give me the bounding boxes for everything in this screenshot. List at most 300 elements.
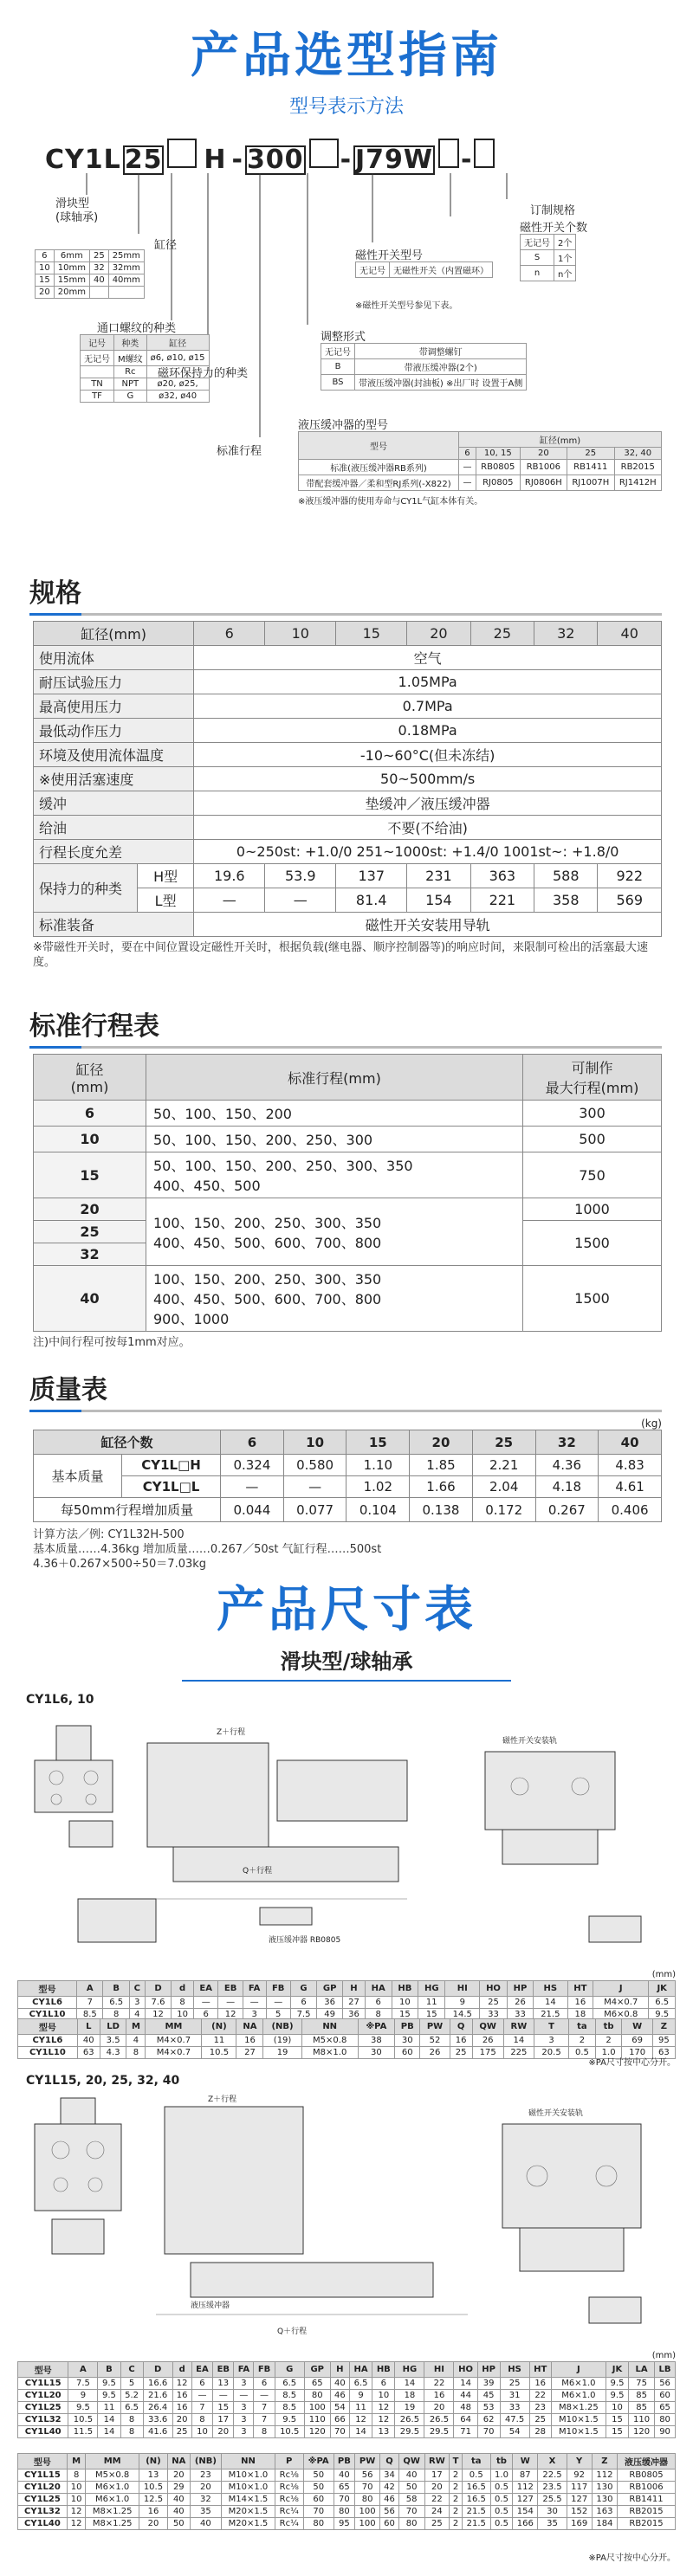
dim4-cell: 0.5: [490, 2494, 512, 2506]
dim3-cell: 8.5: [275, 2390, 304, 2402]
dim1-cell: 36: [317, 1997, 343, 2009]
spec-bore: 20: [407, 622, 470, 646]
mass-add-row: [34, 1498, 662, 1522]
dim3-cell: 9: [349, 2390, 372, 2402]
stroke-list: 50、100、150、200、250、300、350 400、450、500: [146, 1152, 523, 1198]
dim4-cell: 35: [538, 2518, 567, 2530]
dim3-cell: 10: [372, 2390, 395, 2402]
dim3-cell: 71: [454, 2426, 477, 2438]
port-cell: TF: [81, 391, 114, 403]
dim4-cell: 117: [567, 2482, 592, 2494]
mass-bore: 32: [535, 1430, 599, 1455]
spec-label: 标准装备: [34, 913, 194, 937]
count-cell: n: [521, 266, 554, 281]
dim4-header: ※PA: [303, 2454, 334, 2469]
dim1-cell: 6: [290, 1997, 316, 2009]
dim3-header: HT: [529, 2362, 551, 2378]
dim4-header: MM: [86, 2454, 139, 2469]
bore-row: [36, 274, 145, 287]
dim2-header: MM: [146, 2019, 202, 2035]
mass-val: 2.21: [472, 1455, 535, 1476]
dim4-cell: 154: [513, 2506, 538, 2518]
count-cell: 2个: [554, 235, 576, 250]
svg-text:Q＋行程: Q＋行程: [243, 1867, 273, 1876]
bore-code: 40: [89, 274, 108, 287]
dim1-cell: 49: [317, 2009, 343, 2021]
dim2-cell: 3: [534, 2035, 569, 2047]
dim2-cell: 1.0: [595, 2047, 622, 2059]
shock-row: [299, 475, 662, 491]
spec-row: [34, 719, 662, 743]
dim2-cell: 63: [77, 2047, 100, 2059]
dim1-header: HS: [534, 1981, 568, 1997]
drawing-cy1l15-40: [17, 2089, 676, 2349]
dim2-header: ※PA: [358, 2019, 394, 2035]
dim4-cell: Rc¼: [275, 2518, 303, 2530]
dim2-cell: 27: [236, 2047, 263, 2059]
dim4-cell: CY1L32: [18, 2506, 68, 2518]
dim4-header: 液压缓冲器: [618, 2454, 676, 2469]
adjust-cell: 无记号: [321, 344, 355, 359]
spec-value: -10~60°C(但未冻结): [194, 743, 662, 767]
mass-val: —: [283, 1476, 346, 1498]
dim3-cell: 12: [349, 2414, 372, 2426]
dim4-cell: 40: [190, 2518, 222, 2530]
spec-holding-val: 569: [598, 888, 662, 913]
dim-table-4: [17, 2453, 676, 2530]
dim4-cell: M5×0.8: [86, 2469, 139, 2482]
count-cell: S: [521, 250, 554, 266]
dim2-header: PB: [395, 2019, 420, 2035]
dim1-header: HO: [480, 1981, 508, 1997]
dim3-cell: 20: [213, 2426, 234, 2438]
model-switch-box: J79W: [355, 145, 434, 175]
spec-holding-val: 231: [407, 864, 470, 888]
shock-bore: 20: [520, 448, 567, 460]
shock-val: —: [459, 460, 476, 475]
dim2-cell: CY1L6: [18, 2035, 78, 2047]
mass-val: 4.36: [535, 1455, 599, 1476]
adjust-cell: B: [321, 359, 355, 375]
dim3-cell: 12: [172, 2378, 191, 2390]
dim4-header: (N): [139, 2454, 167, 2469]
stroke-table: [33, 1054, 662, 1332]
dim3-header: HA: [349, 2362, 372, 2378]
dim3-cell: CY1L20: [18, 2390, 68, 2402]
dim2-cell: 175: [472, 2047, 503, 2059]
stroke-list: 100、150、200、250、300、350 400、450、500、600、700、800: [146, 1198, 523, 1266]
switch-table: [355, 261, 493, 278]
dim1-cell: 11: [418, 1997, 445, 2009]
dim1-header: HB: [392, 1981, 418, 1997]
dim1-cell: 16: [567, 1997, 593, 2009]
shock-val: RJ0806H: [520, 475, 567, 491]
dim3-header: HP: [477, 2362, 500, 2378]
spec-value: 垫缓冲／液压缓冲器: [194, 791, 662, 816]
mass-val: 4.18: [535, 1476, 599, 1498]
mass-bore: 10: [283, 1430, 346, 1455]
dim1-cell: 3: [129, 1997, 145, 2009]
dim1-cell: CY1L6: [18, 1997, 77, 2009]
spec-holding-val: 358: [534, 888, 598, 913]
dim1-header: FB: [266, 1981, 290, 1997]
dim3-row: [18, 2426, 676, 2438]
dim4-cell: RB2015: [618, 2506, 676, 2518]
dim3-cell: 16: [424, 2390, 454, 2402]
dim4-cell: Rc⅛: [275, 2482, 303, 2494]
dim1-cell: 25: [480, 1997, 508, 2009]
spec-label: ※使用活塞速度: [34, 767, 194, 791]
adjust-table: [321, 343, 527, 391]
spec-bore: 15: [336, 622, 407, 646]
dim4-cell: 22.5: [538, 2469, 567, 2482]
mass-bore: 6: [221, 1430, 284, 1455]
dim3-cell: 13: [213, 2378, 234, 2390]
dim1-header: 型号: [18, 1981, 77, 1997]
dim2-cell: M4×0.7: [146, 2035, 202, 2047]
port-cell: G: [114, 391, 147, 403]
dim3-cell: 70: [330, 2426, 349, 2438]
dim1-cell: —: [193, 1997, 217, 2009]
dim-group-2: [0, 2074, 693, 2567]
dim3-header: HI: [424, 2362, 454, 2378]
mass-header-label: 缸径个数: [34, 1430, 221, 1455]
dim1-cell: 6.5: [103, 1997, 129, 2009]
dim4-cell: 29: [168, 2482, 191, 2494]
mass-val: 1.85: [410, 1455, 473, 1476]
dim3-header: GP: [304, 2362, 330, 2378]
spec-label: 最低动作压力: [34, 719, 194, 743]
dim1-header: d: [172, 1981, 194, 1997]
dim4-cell: 112: [513, 2482, 538, 2494]
dim3-cell: 3: [234, 2402, 254, 2414]
dim3-cell: 100: [304, 2402, 330, 2414]
dim3-header: H: [330, 2362, 349, 2378]
adjust-cell: 带调整螺钉: [355, 344, 527, 359]
bore-row: [36, 262, 145, 274]
dim3-cell: 6: [191, 2378, 212, 2390]
dim3-cell: —: [213, 2390, 234, 2402]
dim3-cell: 85: [629, 2390, 655, 2402]
shock-val: RJ1007H: [567, 475, 614, 491]
port-cell: NPT: [114, 378, 147, 391]
dim2-cell: 19: [263, 2047, 301, 2059]
dim4-cell: 184: [592, 2518, 617, 2530]
dim3-cell: 56: [655, 2378, 676, 2390]
dim2-cell: 8: [126, 2047, 146, 2059]
shock-note: ※液压缓冲器的使用寿命与CY1L气缸本体有关。: [298, 497, 483, 507]
banner-dimensions: [0, 1572, 693, 1687]
dim3-cell: 44: [454, 2390, 477, 2402]
spec-value: 0.18MPa: [194, 719, 662, 743]
shock-val: —: [459, 475, 476, 491]
model-holding-box: H: [204, 145, 227, 175]
label-made-to-order: 订制规格: [530, 204, 576, 217]
dim2-cell: 20.5: [534, 2047, 569, 2059]
spec-label: 环境及使用流体温度: [34, 743, 194, 767]
dim1-cell: —: [218, 1997, 243, 2009]
dim3-cell: 9: [68, 2390, 98, 2402]
dim4-cell: 56: [380, 2506, 399, 2518]
port-header: 种类: [114, 335, 147, 351]
dim3-cell: 14: [98, 2414, 120, 2426]
stroke-bore: 40: [34, 1266, 146, 1332]
dim4-cell: 60: [380, 2518, 399, 2530]
stroke-max: 300: [523, 1101, 662, 1127]
dim4-cell: 80: [303, 2518, 334, 2530]
dim4-cell: 17: [424, 2469, 450, 2482]
model-code: CY1L 25 H - 300 - J79W -: [45, 139, 496, 177]
mass-val: 4.61: [599, 1476, 662, 1498]
count-row: [521, 266, 576, 281]
spec-section: [0, 563, 693, 970]
dim1-cell: —: [243, 1997, 266, 2009]
dim3-cell: 16.6: [143, 2378, 172, 2390]
dim4-cell: 0.5: [490, 2518, 512, 2530]
bore-row: [36, 250, 145, 262]
dim4-cell: 21.5: [462, 2506, 490, 2518]
dim4-cell: 16: [139, 2506, 167, 2518]
mass-add-val: 0.267: [535, 1498, 599, 1522]
mass-val: 4.83: [599, 1455, 662, 1476]
shock-val: RB1006: [520, 460, 567, 475]
spec-label: 行程长度允差: [34, 840, 194, 864]
dim3-cell: 10: [606, 2402, 628, 2414]
bore-code: 6: [36, 250, 55, 262]
shock-row: [299, 460, 662, 475]
spec-standard: [34, 913, 662, 937]
dim3-cell: 54: [330, 2402, 349, 2414]
adjust-cell: BS: [321, 375, 355, 391]
dim4-cell: 56: [354, 2469, 379, 2482]
dim4-cell: 10.5: [139, 2482, 167, 2494]
bore-code: 25: [89, 250, 108, 262]
dim1-cell: 7.5: [290, 2009, 316, 2021]
dim3-row: [18, 2378, 676, 2390]
banner2-title: 产品尺寸表: [217, 1582, 476, 1638]
dim2-cell: 4: [126, 2035, 146, 2047]
dim1-row: [18, 1997, 676, 2009]
dim3-header: HB: [372, 2362, 395, 2378]
dim1-header: EB: [218, 1981, 243, 1997]
dim3-cell: 20: [172, 2414, 191, 2426]
dim4-cell: 130: [592, 2494, 617, 2506]
dim2-row: [18, 2047, 676, 2059]
dim1-cell: 10: [392, 1997, 418, 2009]
label-port-thread: 通口螺纹的种类: [97, 322, 177, 335]
spec-holding-val: 81.4: [336, 888, 407, 913]
dim1-cell: 8: [365, 2009, 392, 2021]
dim4-cell: 12: [67, 2518, 86, 2530]
dim3-cell: 6: [372, 2378, 395, 2390]
dim2-cell: 26: [472, 2035, 503, 2047]
dim4-cell: RB1006: [618, 2482, 676, 2494]
dim4-cell: 30: [538, 2506, 567, 2518]
dim2-header: NN: [301, 2019, 358, 2035]
mass-add-val: 0.172: [472, 1498, 535, 1522]
mass-bore: 20: [410, 1430, 473, 1455]
spec-holding-val: 154: [407, 888, 470, 913]
mass-val: 1.10: [346, 1455, 410, 1476]
spec-label: 耐压试验压力: [34, 670, 194, 694]
dim1-header: G: [290, 1981, 316, 1997]
dim4-cell: 70: [303, 2506, 334, 2518]
mass-bore: 25: [472, 1430, 535, 1455]
dim2-cell: 60: [395, 2047, 420, 2059]
dim4-header: W: [513, 2454, 538, 2469]
dim2-cell: 4.3: [100, 2047, 126, 2059]
dim4-cell: 50: [168, 2518, 191, 2530]
spec-holding-h: [34, 864, 662, 888]
bore-code: 10: [36, 262, 55, 274]
dim3-cell: 10: [191, 2426, 212, 2438]
dim4-row: [18, 2506, 676, 2518]
dim1-cell: 9: [445, 1997, 480, 2009]
shock-table: [298, 431, 662, 491]
shock-bore: 25: [567, 448, 614, 460]
shock-bore: 32, 40: [614, 448, 661, 460]
mass-calc: [33, 1527, 693, 1572]
dim3-cell: 60: [655, 2390, 676, 2402]
dim1-header: D: [145, 1981, 171, 1997]
dim4-cell: 92: [567, 2469, 592, 2482]
label-bore: 缸径: [154, 239, 178, 252]
dim3-cell: 20: [424, 2402, 454, 2414]
dim4-cell: 35: [190, 2506, 222, 2518]
dim3-cell: M10×1.5: [551, 2426, 606, 2438]
count-cell: n个: [554, 266, 576, 281]
dim4-cell: 2: [450, 2482, 462, 2494]
dim4-cell: 2: [450, 2469, 462, 2482]
dim4-cell: 10: [67, 2482, 86, 2494]
dim3-cell: 29.5: [424, 2426, 454, 2438]
dim3-cell: 75: [629, 2378, 655, 2390]
dim1-cell: 6.5: [649, 1997, 676, 2009]
spec-bore: 32: [534, 622, 598, 646]
spec-holding-val: 588: [534, 864, 598, 888]
dim3-cell: 90: [655, 2426, 676, 2438]
dim2-header: RW: [503, 2019, 534, 2035]
count-row: [521, 250, 576, 266]
dim4-cell: 166: [513, 2518, 538, 2530]
dim3-cell: 6.5: [275, 2378, 304, 2390]
dim3-cell: CY1L32: [18, 2414, 68, 2426]
dim4-cell: M6×1.0: [86, 2494, 139, 2506]
dim4-cell: 40: [168, 2506, 191, 2518]
dim2-header: QW: [472, 2019, 503, 2035]
dim3-cell: 16: [529, 2378, 551, 2390]
dim4-header: tb: [490, 2454, 512, 2469]
dim4-cell: 40: [398, 2469, 424, 2482]
adjust-row: [321, 344, 527, 359]
dim3-cell: 6: [254, 2378, 275, 2390]
shock-val: RB0805: [476, 460, 520, 475]
dim4-cell: 2: [450, 2494, 462, 2506]
spec-table: [33, 621, 662, 937]
dim4-cell: 40: [334, 2469, 354, 2482]
mass-add-val: 0.138: [410, 1498, 473, 1522]
dim1-cell: 33: [480, 2009, 508, 2021]
dim3-cell: 8: [120, 2414, 143, 2426]
dim3-cell: 3: [234, 2378, 254, 2390]
label-shock-absorber: 液压缓冲器的型号: [298, 419, 389, 432]
dim3-header: C: [120, 2362, 143, 2378]
spec-holding-val: —: [194, 888, 265, 913]
mass-add-val: 0.077: [283, 1498, 346, 1522]
dim1-cell: 3: [243, 2009, 266, 2021]
dim3-cell: 17: [213, 2414, 234, 2426]
dim2-cell: 25: [450, 2047, 472, 2059]
dim3-cell: 48: [454, 2402, 477, 2414]
dim1-header: HP: [507, 1981, 533, 1997]
mass-add-val: 0.104: [346, 1498, 410, 1522]
group1-unit: (mm): [651, 1970, 676, 1979]
dim4-cell: M8×1.25: [86, 2518, 139, 2530]
dim2-header: T: [534, 2019, 569, 2035]
dim3-cell: 14: [349, 2426, 372, 2438]
dim2-cell: M8×1.0: [301, 2047, 358, 2059]
dim4-cell: 22: [424, 2494, 450, 2506]
dim1-cell: 6: [193, 2009, 217, 2021]
shock-name: 带配套缓冲器／柔和型RJ系列(-X822): [299, 475, 459, 491]
shock-val: RJ1412H: [614, 475, 661, 491]
mass-add-val: 0.406: [599, 1498, 662, 1522]
stroke-max: 1000: [523, 1198, 662, 1221]
dim3-cell: 7: [254, 2402, 275, 2414]
mass-unit: (kg): [641, 1417, 662, 1430]
stroke-bore: 15: [34, 1152, 146, 1198]
dim3-header: JK: [606, 2362, 628, 2378]
spec-row: [34, 767, 662, 791]
dim4-cell: 152: [567, 2506, 592, 2518]
shock-val: RB1411: [567, 460, 614, 475]
dim2-cell: 170: [622, 2047, 652, 2059]
dim4-cell: 50: [303, 2469, 334, 2482]
dim4-cell: 70: [354, 2482, 379, 2494]
dim-table-2: [17, 2018, 676, 2059]
dim3-cell: 25: [529, 2414, 551, 2426]
dim1-cell: 27: [343, 1997, 366, 2009]
stroke-max: 1500: [523, 1221, 662, 1266]
dim3-cell: —: [254, 2390, 275, 2402]
dim4-cell: 100: [354, 2518, 379, 2530]
dim3-cell: 66: [330, 2414, 349, 2426]
spec-holding-val: —: [265, 888, 336, 913]
dim4-header: NA: [168, 2454, 191, 2469]
dim3-cell: 11: [98, 2402, 120, 2414]
dim3-cell: 33: [500, 2402, 529, 2414]
dim3-cell: 41.6: [143, 2426, 172, 2438]
spec-bore: 40: [598, 622, 662, 646]
dim2-header: LD: [100, 2019, 126, 2035]
dim2-cell: 63: [652, 2047, 675, 2059]
bore-size: [108, 287, 144, 299]
dim4-cell: 20: [139, 2518, 167, 2530]
group1-pa-note: ※PA尺寸按中心分开。: [588, 2058, 676, 2068]
dim3-row: [18, 2414, 676, 2426]
spec-holding-type: L型: [138, 888, 194, 913]
svg-text:Z＋行程: Z＋行程: [208, 2095, 237, 2104]
dim-table-1: [17, 1980, 676, 2021]
dim1-header: EA: [193, 1981, 217, 1997]
bore-code: [89, 287, 108, 299]
dim4-cell: 42: [380, 2482, 399, 2494]
dim4-cell: 1.0: [490, 2469, 512, 2482]
dim2-cell: 16: [450, 2035, 472, 2047]
dim2-cell: 95: [652, 2035, 675, 2047]
dim2-cell: 52: [420, 2035, 450, 2047]
spec-value: 1.05MPa: [194, 670, 662, 694]
